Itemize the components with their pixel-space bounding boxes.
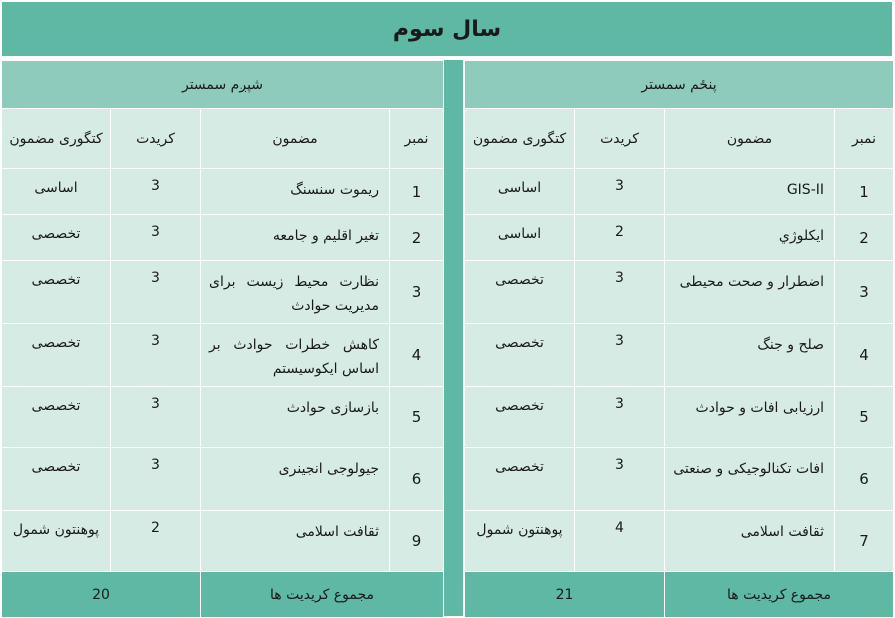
row-subject: ثقافت اسلامی <box>665 511 835 572</box>
table-row <box>465 324 894 387</box>
row-number: 1 <box>390 169 444 215</box>
row-credit: 3 <box>111 261 201 324</box>
row-credit: 3 <box>575 448 665 511</box>
header-category: کتگوری مضمون <box>465 109 575 169</box>
row-subject: ریموت سنسنگ <box>201 169 390 215</box>
row-number: 6 <box>835 448 894 511</box>
row-category: تخصصی <box>2 261 111 324</box>
header-subject: مضمون <box>665 109 835 169</box>
row-number: 5 <box>390 387 444 448</box>
row-number: 2 <box>390 215 444 261</box>
row-category: پوهنتون شمول <box>2 511 111 572</box>
row-credit: 3 <box>575 261 665 324</box>
row-credit: 3 <box>111 169 201 215</box>
row-credit: 3 <box>111 324 201 387</box>
row-category: پوهنتون شمول <box>465 511 575 572</box>
row-credit: 3 <box>575 169 665 215</box>
row-number: 6 <box>390 448 444 511</box>
row-category: تخصصی <box>2 448 111 511</box>
row-category: تخصصی <box>465 324 575 387</box>
semester5-total-value: 21 <box>465 572 665 618</box>
semester6-total-label: مجموع کریدیت ها <box>201 572 444 618</box>
row-number: 7 <box>835 511 894 572</box>
row-number: 1 <box>835 169 894 215</box>
row-credit: 3 <box>111 387 201 448</box>
row-subject: کاهش خطرات حوادث بر اساس ایکوسیستم <box>201 324 390 387</box>
semester5-panel <box>464 60 893 618</box>
table-row <box>2 215 444 261</box>
table-row <box>2 324 444 387</box>
table-row <box>465 511 894 572</box>
row-subject: بازسازی حوادث <box>201 387 390 448</box>
table-row <box>465 215 894 261</box>
table-row <box>465 448 894 511</box>
row-category: اساسی <box>465 215 575 261</box>
row-credit: 3 <box>575 324 665 387</box>
page-title: سال سوم <box>1 1 893 57</box>
semester6-table <box>1 60 444 618</box>
table-row <box>2 387 444 448</box>
row-credit: 2 <box>575 215 665 261</box>
table-row <box>2 511 444 572</box>
row-credit: 3 <box>575 387 665 448</box>
row-credit: 2 <box>111 511 201 572</box>
header-subject: مضمون <box>201 109 390 169</box>
row-subject: اضطرار و صحت محیطی <box>665 261 835 324</box>
row-category: تخصصی <box>465 261 575 324</box>
semester5-title: پنځم سمستر <box>465 61 894 109</box>
table-row <box>2 448 444 511</box>
header-credit: کریدت <box>575 109 665 169</box>
row-number: 3 <box>390 261 444 324</box>
row-credit: 4 <box>575 511 665 572</box>
table-row <box>2 261 444 324</box>
semester6-title: شپږم سمستر <box>2 61 444 109</box>
table-row <box>465 387 894 448</box>
row-subject: صلح و جنگ <box>665 324 835 387</box>
row-number: 2 <box>835 215 894 261</box>
row-number: 4 <box>835 324 894 387</box>
row-category: تخصصی <box>2 387 111 448</box>
row-credit: 3 <box>111 215 201 261</box>
header-credit: کریدت <box>111 109 201 169</box>
row-subject: ایکلوژي <box>665 215 835 261</box>
semester5-table <box>464 60 894 618</box>
row-category: تخصصی <box>465 387 575 448</box>
table-row <box>465 261 894 324</box>
row-subject: جیولوجی انجینری <box>201 448 390 511</box>
row-subject: ارزیابی افات و حوادث <box>665 387 835 448</box>
row-number: 9 <box>390 511 444 572</box>
header-num: نمبر <box>835 109 894 169</box>
row-subject: نظارت محیط زیست برای مدیریت حوادث <box>201 261 390 324</box>
row-subject: ثقافت اسلامی <box>201 511 390 572</box>
semester6-total-value: 20 <box>2 572 201 618</box>
row-category: تخصصی <box>2 324 111 387</box>
header-category: کتگوری مضمون <box>2 109 111 169</box>
panel-divider <box>444 60 463 616</box>
row-subject: GIS-II <box>665 169 835 215</box>
row-category: تخصصی <box>2 215 111 261</box>
row-category: اساسی <box>2 169 111 215</box>
row-number: 3 <box>835 261 894 324</box>
row-category: اساسی <box>465 169 575 215</box>
table-row <box>465 169 894 215</box>
row-credit: 3 <box>111 448 201 511</box>
row-subject: تغیر اقلیم و جامعه <box>201 215 390 261</box>
header-num: نمبر <box>390 109 444 169</box>
semester5-total-label: مجموع کریدیت ها <box>665 572 894 618</box>
table-row <box>2 169 444 215</box>
row-number: 4 <box>390 324 444 387</box>
semester6-panel <box>1 60 443 618</box>
row-number: 5 <box>835 387 894 448</box>
row-category: تخصصی <box>465 448 575 511</box>
row-subject: افات تکنالوجیکی و صنعتی <box>665 448 835 511</box>
